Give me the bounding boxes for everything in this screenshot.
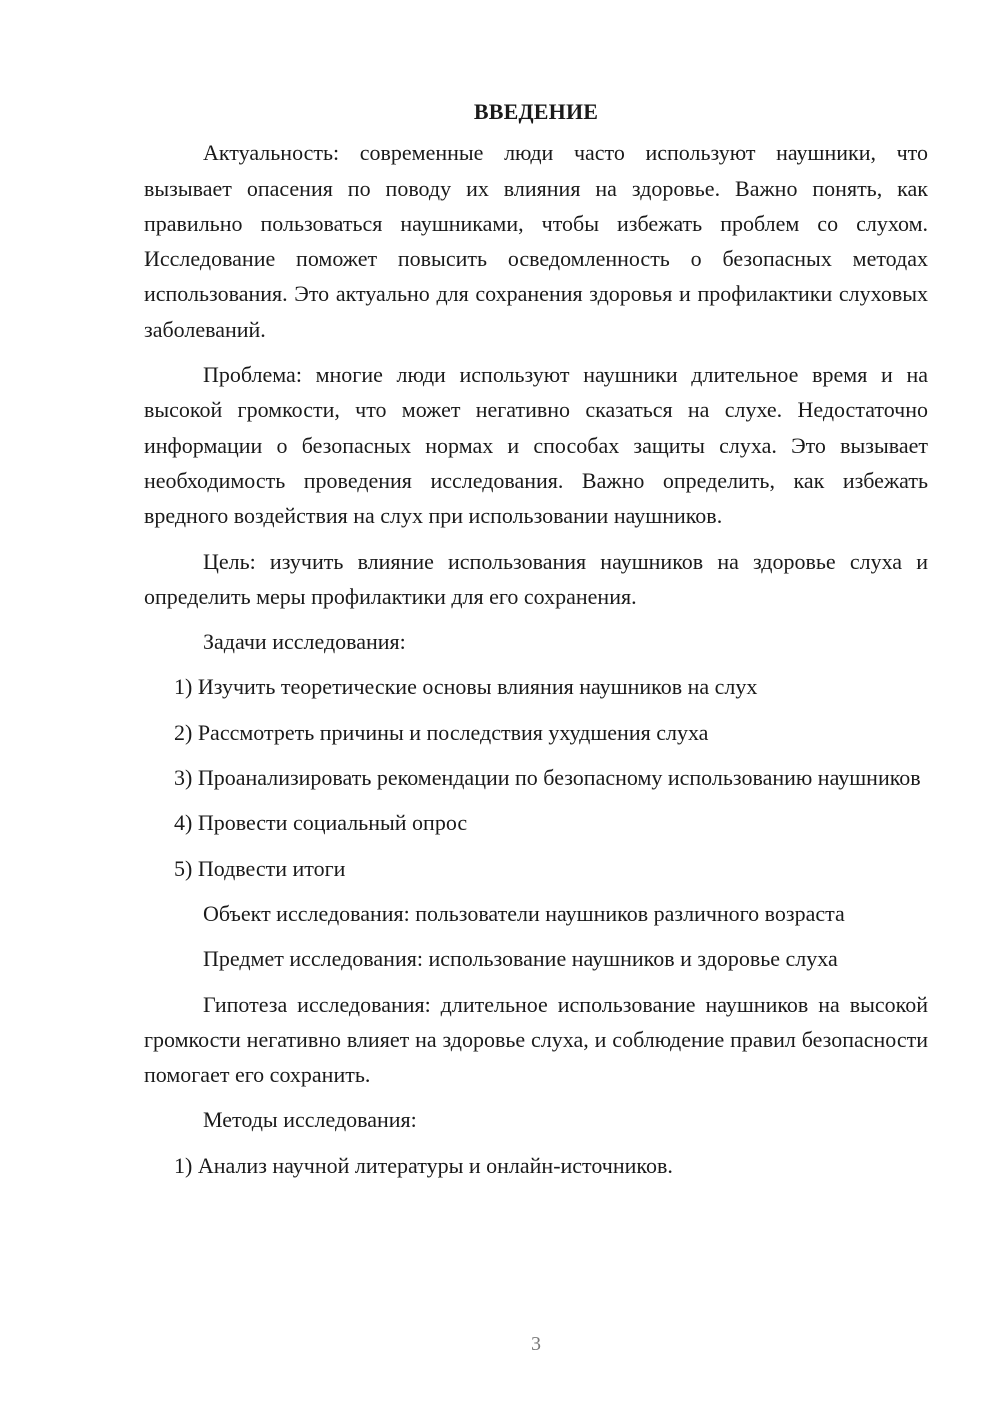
object-paragraph: Объект исследования: пользователи наушников различного возраста [203,900,845,926]
page-number: 3 [531,1333,541,1355]
hypothesis-paragraph: Гипотеза исследования: длительное использование наушников на высокой громкости негативно влияет на здоровье слуха, и соблюдение правил безопасности помогает его сохранить. [144,991,928,1088]
problem-paragraph: Проблема: многие люди используют наушники длительное время и на высокой громкости, что может негативно сказаться на слухе. Недостаточно информации о безопасных нормах и способах защиты слуха. Это вызывает необходимость проведения исследования. Важно определить, как избежать вредного воздействия на слух при использовании наушников. [144,362,928,529]
task-item-3: 3) Проанализировать рекомендации по безопасному использованию наушников [174,765,921,791]
task-item-4: 4) Провести социальный опрос [174,810,468,836]
methods-heading: Методы исследования: [203,1107,417,1133]
relevance-paragraph: Актуальность: современные люди часто используют наушники, что вызывает опасения по поводу их влияния на здоровье. Важно понять, как правильно пользоваться наушниками, чтобы избежать проблем со слухом. Исследование поможет повысить осведомленность о безопасных методах использования. Это актуально для сохранения здоровья и профилактики слуховых заболеваний. [144,140,928,342]
document-title: ВВЕДЕНИЕ [473,99,599,124]
method-item-1: 1) Анализ научной литературы и онлайн-источников. [174,1152,673,1178]
page-content [144,94,928,1193]
task-item-1: 1) Изучить теоретические основы влияния наушников на слух [174,674,758,700]
task-item-2: 2) Рассмотреть причины и последствия ухудшения слуха [174,719,709,745]
goal-paragraph: Цель: изучить влияние использования наушников на здоровье слуха и определить меры профилактики для его сохранения. [144,548,928,609]
tasks-heading: Задачи исследования: [203,629,406,655]
task-item-5: 5) Подвести итоги [174,855,346,881]
subject-paragraph: Предмет исследования: использование наушников и здоровье слуха [203,946,838,972]
